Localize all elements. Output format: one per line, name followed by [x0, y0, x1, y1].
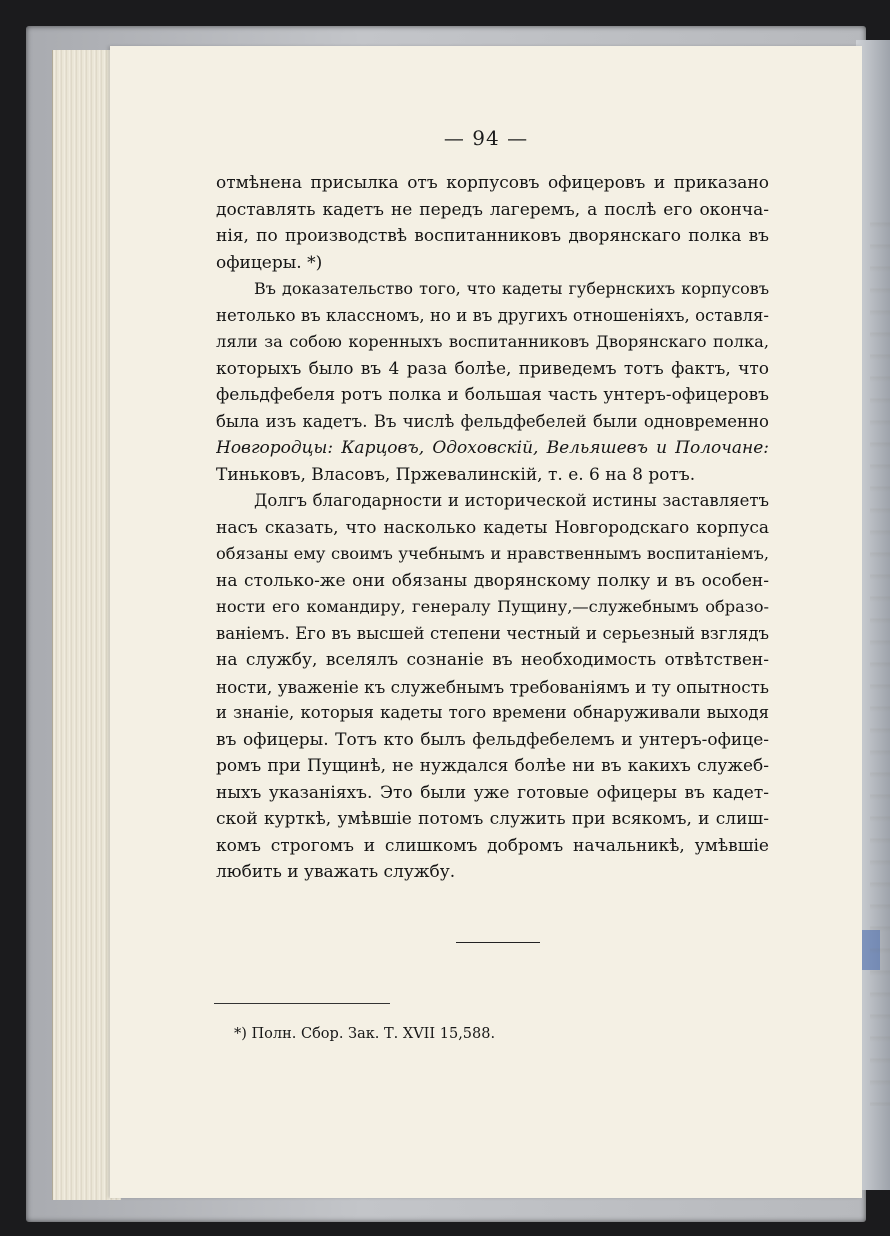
text-line: на столько-же они обязаны дворянскому полку и въ особен-	[216, 570, 769, 591]
text-line: нія, по производствѣ воспитанниковъ дворянскаго полка въ	[216, 226, 769, 246]
text-line: Въ доказательство того, что кадеты губернскихъ корпусовъ	[254, 279, 769, 298]
text-line: ваніемъ. Его въ высшей степени честный и серьезный взглядъ	[216, 623, 769, 643]
text-line: доставлять кадетъ не передъ лагеремъ, а послѣ его оконча-	[216, 199, 769, 220]
text-line: которыхъ было въ 4 раза болѣе, приведемъ тотъ фактъ, что	[216, 358, 769, 379]
text-line: офицеры. *)	[216, 252, 323, 273]
section-separator	[456, 942, 540, 943]
text-line: любить и уважать службу.	[216, 862, 456, 882]
book-page	[110, 46, 862, 1198]
text-line: Тиньковъ, Власовъ, Пржевалинскій, т. е. 6 на 8 ротъ.	[216, 464, 696, 485]
text-line: комъ строгомъ и слишкомъ добромъ начальникѣ, умѣвшіе	[216, 835, 769, 856]
body-text	[216, 170, 769, 886]
text-line: фельдфебеля ротъ полка и большая часть унтеръ-офицеровъ	[216, 385, 769, 405]
text-line: насъ сказать, что насколько кадеты Новгородскаго корпуса	[216, 517, 769, 538]
text-line: отмѣнена присылка отъ корпусовъ офицеровъ и приказано	[216, 173, 769, 193]
text-line: была изъ кадетъ. Въ числѣ фельдфебелей были одновременно	[216, 411, 769, 431]
page-number: — 94 —	[443, 126, 529, 150]
text-line: ской курткѣ, умѣвшіе потомъ служить при всякомъ, и слиш-	[216, 809, 769, 829]
text-line: нетолько въ классномъ, но и въ другихъ отношеніяхъ, оставля-	[216, 305, 769, 325]
text-line: въ офицеры. Тотъ кто былъ фельдфебелемъ и унтеръ-офице-	[216, 729, 769, 750]
text-line: ныхъ указаніяхъ. Это были уже готовые офицеры въ кадет-	[216, 782, 769, 803]
footnote-rule	[214, 1003, 390, 1004]
footnote: *) Полн. Сбор. Зак. Т. XVII 15,588.	[234, 1026, 496, 1042]
text-line: на службу, вселялъ сознаніе въ необходимость отвѣтствен-	[216, 650, 769, 670]
text-line: ляли за собою коренныхъ воспитанниковъ Дворянскаго полка,	[216, 332, 769, 351]
text-line: ромъ при Пущинѣ, не нуждался болѣе ни въ какихъ служеб-	[216, 756, 769, 776]
text-line: обязаны ему своимъ учебнымъ и нравственнымъ воспитаніемъ,	[216, 544, 769, 563]
bleed-through-text	[870, 206, 890, 1106]
text-line: Новгородцы: Карцовъ, Одоховскій, Вельяшевъ и Полочане:	[216, 438, 769, 458]
text-line: ности его командиру, генералу Пущину,—служебнымъ образо-	[216, 597, 769, 616]
text-line: и знаніе, которыя кадеты того времени обнаруживали выходя	[216, 703, 769, 722]
text-line: ности, уваженіе къ служебнымъ требованіямъ и ту опытность	[216, 676, 769, 697]
text-line: Долгъ благодарности и исторической истины заставляетъ	[254, 491, 769, 510]
